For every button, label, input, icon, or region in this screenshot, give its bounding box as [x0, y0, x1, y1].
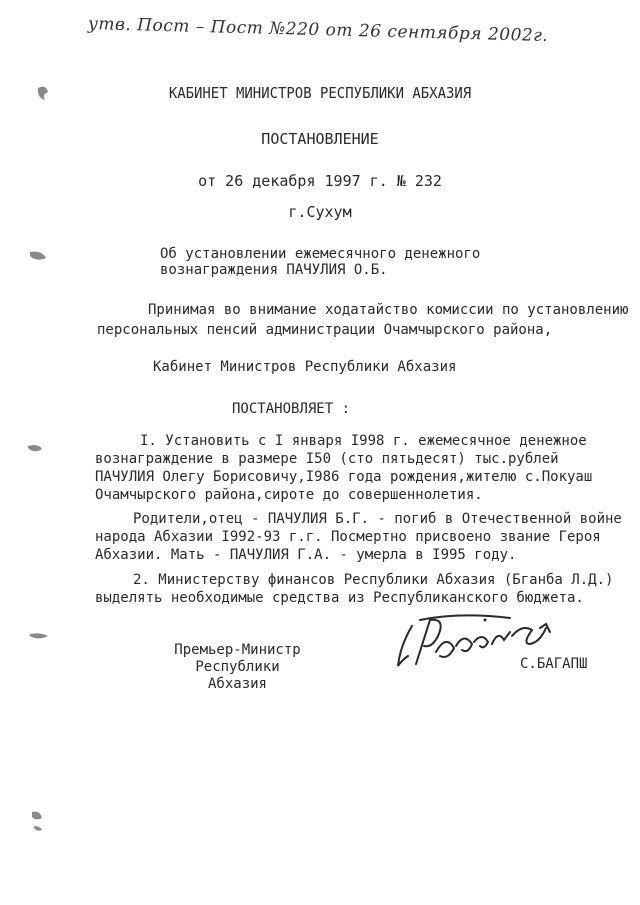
parents-line: Родители,отец - ПАЧУЛИЯ Б.Г. - погиб в Отечественной войне	[133, 511, 622, 527]
signatory-title-line: Премьер-Министр	[174, 642, 301, 658]
city: г.Сухум	[288, 203, 352, 221]
point-2-line: 2. Министерству финансов Республики Абхазия (Бганба Л.Д.)	[133, 572, 614, 588]
cabinet-line: Кабинет Министров Республики Абхазия	[153, 359, 457, 375]
signatory-name: С.БАГАПШ	[520, 656, 588, 672]
preamble-line: Принимая во внимание ходатайство комиссии по установлению	[148, 302, 629, 318]
handwritten-note: утв. Пост – Пост №220 от 26 сентября 2002г.	[87, 14, 549, 47]
parents-line: Абхазии. Мать - ПАЧУЛИЯ Г.А. - умерла в I995 году.	[95, 547, 517, 563]
document-type: ПОСТАНОВЛЕНИЕ	[261, 130, 379, 148]
date-and-number: от 26 декабря 1997 г. № 232	[198, 172, 442, 190]
point-1-line: Очамчырского района,сироте до совершеннолетия.	[95, 487, 483, 503]
resolves-heading: ПОСТАНОВЛЯЕТ :	[232, 401, 351, 417]
point-1-line: вознаграждение в размере I50 (сто пятьдесят) тыс.рублей	[95, 451, 559, 467]
subject-line: вознаграждения ПАЧУЛИЯ О.Б.	[160, 262, 388, 278]
parents-line: народа Абхазии I992-93 г.г. Посмертно присвоено звание Героя	[95, 529, 601, 545]
subject-block	[160, 246, 480, 278]
signatory-title-line: Республики Абхазия	[195, 659, 280, 692]
preamble-line: персональных пенсий администрации Очамчырского района,	[97, 322, 553, 338]
signatory-title	[165, 642, 310, 693]
point-1-line: ПАЧУЛИЯ Олегу Борисовичу,I986 года рождения,жителю с.Покуаш	[95, 469, 593, 485]
organization-title: КАБИНЕТ МИНИСТРОВ РЕСПУБЛИКИ АБХАЗИЯ	[168, 84, 472, 102]
point-1-line: I. Установить с I января I998 г. ежемесячное денежное	[140, 433, 587, 449]
point-2-line: выделять необходимые средства из Республиканского бюджета.	[95, 590, 584, 606]
subject-line: Об установлении ежемесячного денежного	[160, 246, 481, 262]
